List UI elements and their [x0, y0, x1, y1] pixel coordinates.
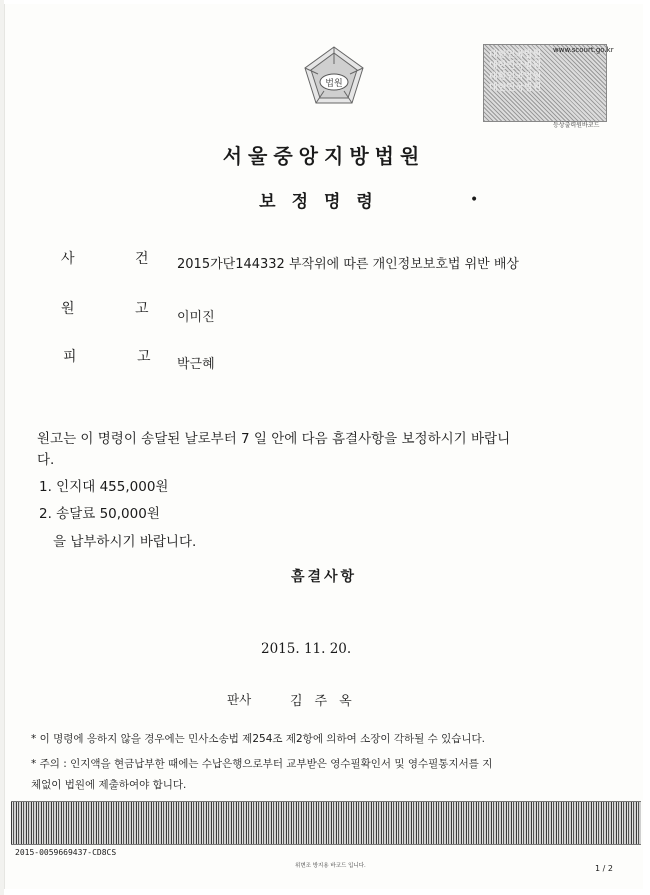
defendant-value: 박근혜	[177, 357, 215, 372]
stray-mark: •	[470, 192, 479, 208]
page-number: 1 / 2	[595, 864, 613, 873]
judge-title: 판사	[227, 692, 252, 707]
seal-stamp-line: 대한민국법원	[489, 50, 542, 60]
court-emblem-icon	[301, 44, 367, 110]
emblem-label: 법원	[325, 79, 343, 89]
issue-date: 2015. 11. 20.	[261, 641, 352, 657]
judge-name: 김주옥	[290, 694, 364, 709]
fee-item-stamp: 1. 인지대 455,000원	[39, 479, 169, 495]
seal-url: www.scourt.go.kr	[553, 46, 614, 54]
defendant-label: 피 고	[63, 349, 179, 365]
document-page	[4, 4, 643, 889]
seal-stamp-line: 대한민국법원	[489, 83, 542, 93]
document-title: 보정명령	[259, 192, 389, 212]
note-caution-line-1: * 주의 : 인지액을 현금납부한 때에는 수납은행으로부터 교부받은 영수필확인서 및 영수필통지서를 지	[31, 758, 493, 770]
plaintiff-value: 이미진	[177, 310, 215, 325]
court-emblem	[301, 44, 367, 110]
anti-forgery-barcode	[11, 801, 641, 845]
barcode-id: 2015-0059669437-CD8CS	[15, 848, 117, 857]
note-noncompliance: * 이 명령에 응하지 않을 경우에는 민사소송법 제254조 제2항에 의하여 소장이 각하될 수 있습니다.	[31, 733, 485, 745]
fee-item-delivery: 2. 송달료 50,000원	[39, 506, 160, 522]
case-value: 2015가단144332 부작위에 따른 개인정보보호법 위반 배상	[177, 257, 519, 272]
instruction-line-2: 다.	[37, 452, 55, 468]
case-label: 사 건	[61, 251, 177, 267]
instruction-line-1: 원고는 이 명령이 송달된 날로부터 7 일 안에 다음 흠결사항을 보정하시기 바랍니	[37, 431, 511, 447]
court-name: 서울중앙지방법원	[222, 144, 426, 168]
note-caution-line-2: 체없이 법원에 제출하여야 합니다.	[31, 779, 187, 791]
seal-stamp	[489, 50, 551, 94]
seal-stamp-line: 대한민국법원	[489, 61, 542, 71]
seal-caption: 등상출력원바코드	[553, 122, 600, 129]
closing-line: 을 납부하시기 바랍니다.	[53, 534, 197, 550]
seal-stamp-line: 대한민국법원	[489, 72, 542, 82]
barcode-caption: 위변조 방지용 바코드 입니다.	[295, 863, 366, 869]
defects-heading: 흠결사항	[290, 569, 358, 585]
plaintiff-label: 원 고	[61, 301, 177, 317]
